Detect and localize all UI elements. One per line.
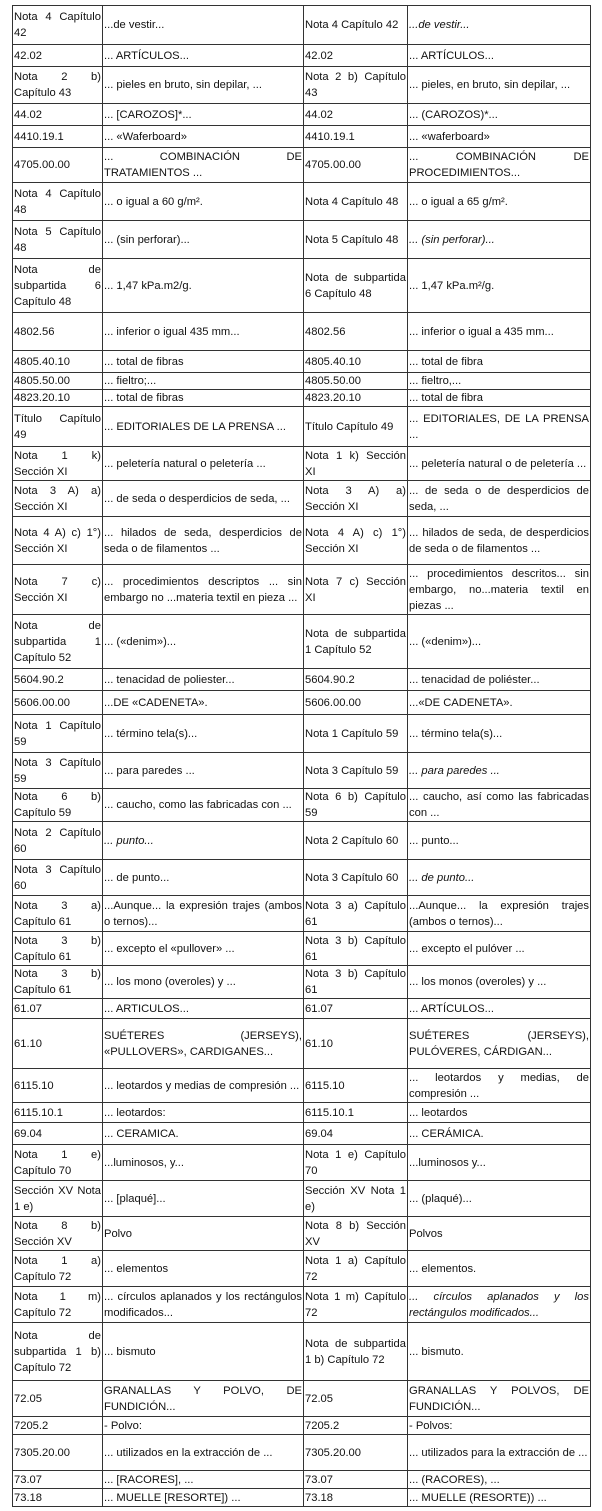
code-cell: 42.02: [13, 45, 103, 67]
text-cell: ... bismuto: [103, 1323, 304, 1381]
text-cell: ... de seda o de desperdicios de seda, ...: [408, 481, 591, 517]
text-cell: ... COMBINACIÓN DE PROCEDIMIENTOS...: [408, 148, 591, 183]
text-cell: - Polvo:: [103, 1417, 304, 1435]
code-cell: Nota de subpartida 6 Capítulo 48: [13, 259, 103, 313]
code-cell: Nota 1 m) Capítulo 72: [304, 1287, 408, 1323]
code-cell: Nota 6 b) Capítulo 59: [13, 789, 103, 822]
text-cell: ... MUELLE [RESORTE]) ...: [103, 1489, 304, 1507]
table-row: [13, 966, 591, 999]
text-cell: ... elementos: [103, 1251, 304, 1287]
code-cell: Nota de subpartida 1 Capítulo 52: [13, 615, 103, 669]
code-cell: 73.07: [304, 1471, 408, 1489]
text-cell: ... para paredes ...: [408, 753, 591, 789]
code-cell: 6115.10: [304, 1069, 408, 1103]
code-cell: 4705.00.00: [304, 148, 408, 183]
table-row: [13, 390, 591, 407]
code-cell: 61.07: [13, 999, 103, 1019]
text-cell: GRANALLAS Y POLVO, DE FUNDICIÓN...: [103, 1381, 304, 1417]
text-cell: SUÉTERES (JERSEYS), PULÓVERES, CÁRDIGAN...: [408, 1019, 591, 1069]
table-row: [13, 1069, 591, 1103]
code-cell: 4805.40.10: [13, 351, 103, 373]
code-cell: 4705.00.00: [13, 148, 103, 183]
code-cell: 4805.40.10: [304, 351, 408, 373]
text-cell: ... caucho, como las fabricadas con ...: [103, 789, 304, 822]
text-cell: ... peletería natural o de peletería ...: [408, 447, 591, 481]
code-cell: 5606.00.00: [304, 691, 408, 715]
text-cell: ... leotardos y medias de compresión ...: [103, 1069, 304, 1103]
table-row: [13, 860, 591, 896]
table-row: [13, 1145, 591, 1181]
table-row: [13, 67, 591, 104]
text-cell: ... EDITORIALES, DE LA PRENSA ...: [408, 407, 591, 447]
text-cell: ... tenacidad de poliester...: [103, 669, 304, 691]
table-row: [13, 148, 591, 183]
table-row: [13, 669, 591, 691]
code-cell: Nota 4 Capítulo 48: [304, 183, 408, 221]
code-cell: 4802.56: [304, 313, 408, 351]
text-cell: ... ARTÍCULOS...: [408, 999, 591, 1019]
code-cell: Nota 4 A) c) 1°) Sección XI: [304, 517, 408, 565]
code-cell: Nota 3 A) a) Sección XI: [304, 481, 408, 517]
code-cell: Nota 3 a) Capítulo 61: [304, 896, 408, 932]
table-row: [13, 447, 591, 481]
comparison-table: [12, 5, 591, 1507]
text-cell: ... inferior o igual a 435 mm...: [408, 313, 591, 351]
table-row: [13, 1489, 591, 1507]
text-cell: Polvo: [103, 1217, 304, 1251]
code-cell: Nota 7 c) Sección XI: [13, 565, 103, 615]
table-row: [13, 6, 591, 45]
table-row: [13, 753, 591, 789]
text-cell: ... leotardos y medias, de compresión ...: [408, 1069, 591, 1103]
text-cell: ... círculos aplanados y los rectángulos modificados...: [103, 1287, 304, 1323]
code-cell: Nota 1 a) Capítulo 72: [13, 1251, 103, 1287]
table-row: [13, 822, 591, 860]
code-cell: 4823.20.10: [304, 390, 408, 407]
code-cell: Título Capítulo 49: [13, 407, 103, 447]
table-row: [13, 407, 591, 447]
text-cell: ... total de fibras: [103, 351, 304, 373]
text-cell: ... procedimientos descritos... sin embargo, no...materia textil en piezas ...: [408, 565, 591, 615]
code-cell: Nota 1 Capítulo 59: [13, 715, 103, 753]
text-cell: ... círculos aplanados y los rectángulos modificados...: [408, 1287, 591, 1323]
code-cell: 73.18: [304, 1489, 408, 1507]
code-cell: Nota 3 A) a) Sección XI: [13, 481, 103, 517]
code-cell: Nota de subpartida 6 Capítulo 48: [304, 259, 408, 313]
table-row: [13, 565, 591, 615]
code-cell: Nota 1 e) Capítulo 70: [304, 1145, 408, 1181]
text-cell: ...de vestir...: [408, 6, 591, 45]
code-cell: Nota de subpartida 1 b) Capítulo 72: [304, 1323, 408, 1381]
code-cell: Nota 3 Capítulo 60: [13, 860, 103, 896]
code-cell: Nota de subpartida 1 Capítulo 52: [304, 615, 408, 669]
text-cell: ... los monos (overoles) y ...: [408, 966, 591, 999]
table-row: [13, 1019, 591, 1069]
code-cell: Sección XV Nota 1 e): [13, 1181, 103, 1217]
code-cell: Nota 8 b) Sección XV: [13, 1217, 103, 1251]
code-cell: 6115.10.1: [13, 1103, 103, 1123]
text-cell: ... (sin perforar)...: [103, 221, 304, 259]
text-cell: ... 1,47 kPa.m²/g.: [408, 259, 591, 313]
table-row: [13, 1323, 591, 1381]
text-cell: GRANALLAS Y POLVOS, DE FUNDICIÓN...: [408, 1381, 591, 1417]
text-cell: ... (sin perforar)...: [408, 221, 591, 259]
table-row: [13, 615, 591, 669]
code-cell: Título Capítulo 49: [304, 407, 408, 447]
text-cell: ... 1,47 kPa.m2/g.: [103, 259, 304, 313]
text-cell: ... total de fibras: [103, 390, 304, 407]
table-row: [13, 517, 591, 565]
code-cell: Nota 4 A) c) 1°) Sección XI: [13, 517, 103, 565]
code-cell: 4410.19.1: [304, 126, 408, 148]
text-cell: ... fieltro,...: [408, 373, 591, 390]
table-row: [13, 1381, 591, 1417]
code-cell: Nota 4 Capítulo 42: [13, 6, 103, 45]
code-cell: 5604.90.2: [304, 669, 408, 691]
code-cell: Nota 7 c) Sección XI: [304, 565, 408, 615]
code-cell: 6115.10: [13, 1069, 103, 1103]
code-cell: Nota 1 a) Capítulo 72: [304, 1251, 408, 1287]
code-cell: Nota 3 b) Capítulo 61: [304, 932, 408, 966]
code-cell: 73.18: [13, 1489, 103, 1507]
code-cell: Nota 1 e) Capítulo 70: [13, 1145, 103, 1181]
table-row: [13, 1251, 591, 1287]
text-cell: ... («denim»)...: [408, 615, 591, 669]
text-cell: SUÉTERES (JERSEYS), «PULLOVERS», CARDIGANES...: [103, 1019, 304, 1069]
text-cell: ...luminosos, y...: [103, 1145, 304, 1181]
text-cell: ... COMBINACIÓN DE TRATAMIENTOS ...: [103, 148, 304, 183]
text-cell: ... pieles, en bruto, sin depilar, ...: [408, 67, 591, 104]
code-cell: Nota 3 b) Capítulo 61: [13, 966, 103, 999]
table-row: [13, 221, 591, 259]
text-cell: ... elementos.: [408, 1251, 591, 1287]
table-row: [13, 373, 591, 390]
text-cell: ... inferior o igual 435 mm...: [103, 313, 304, 351]
code-cell: Nota 8 b) Sección XV: [304, 1217, 408, 1251]
table-row: [13, 1287, 591, 1323]
code-cell: Nota 2 b) Capítulo 43: [304, 67, 408, 104]
table-row: [13, 896, 591, 932]
code-cell: Nota 5 Capítulo 48: [13, 221, 103, 259]
text-cell: ... «Waferboard»: [103, 126, 304, 148]
code-cell: Nota 1 k) Sección XI: [304, 447, 408, 481]
code-cell: Nota 4 Capítulo 42: [304, 6, 408, 45]
code-cell: 4802.56: [13, 313, 103, 351]
text-cell: ... excepto el pulóver ...: [408, 932, 591, 966]
code-cell: 42.02: [304, 45, 408, 67]
code-cell: Nota de subpartida 1 b) Capítulo 72: [13, 1323, 103, 1381]
code-cell: Nota 2 b) Capítulo 43: [13, 67, 103, 104]
text-cell: ... («denim»)...: [103, 615, 304, 669]
text-cell: ... tenacidad de poliéster...: [408, 669, 591, 691]
code-cell: Sección XV Nota 1 e): [304, 1181, 408, 1217]
table-row: [13, 104, 591, 126]
text-cell: ... los mono (overoles) y ...: [103, 966, 304, 999]
code-cell: Nota 3 Capítulo 59: [13, 753, 103, 789]
code-cell: 73.07: [13, 1471, 103, 1489]
text-cell: ... caucho, así como las fabricadas con ...: [408, 789, 591, 822]
text-cell: ...Aunque... la expresión trajes (ambos o ternos)...: [408, 896, 591, 932]
table-row: [13, 691, 591, 715]
text-cell: ... utilizados en la extracción de ...: [103, 1435, 304, 1471]
text-cell: ... [RACORES], ...: [103, 1471, 304, 1489]
text-cell: ... punto...: [103, 822, 304, 860]
text-cell: ... hilados de seda, desperdicios de seda o de filamentos ...: [103, 517, 304, 565]
code-cell: Nota 6 b) Capítulo 59: [304, 789, 408, 822]
text-cell: ...de vestir...: [103, 6, 304, 45]
text-cell: ... fieltro;...: [103, 373, 304, 390]
text-cell: ... de punto...: [408, 860, 591, 896]
text-cell: ... procedimientos descriptos ... sin embargo no ...materia textil en pieza ...: [103, 565, 304, 615]
text-cell: ... total de fibra: [408, 390, 591, 407]
table-row: [13, 715, 591, 753]
code-cell: 6115.10.1: [304, 1103, 408, 1123]
code-cell: Nota 3 b) Capítulo 61: [13, 932, 103, 966]
code-cell: 61.10: [13, 1019, 103, 1069]
text-cell: ... EDITORIALES DE LA PRENSA ...: [103, 407, 304, 447]
code-cell: Nota 3 a) Capítulo 61: [13, 896, 103, 932]
code-cell: Nota 3 b) Capítulo 61: [304, 966, 408, 999]
code-cell: Nota 4 Capítulo 48: [13, 183, 103, 221]
table-row: [13, 789, 591, 822]
table-row: [13, 481, 591, 517]
text-cell: ... utilizados para la extracción de ...: [408, 1435, 591, 1471]
text-cell: ... CERÁMICA.: [408, 1123, 591, 1145]
code-cell: 5606.00.00: [13, 691, 103, 715]
code-cell: 44.02: [304, 104, 408, 126]
text-cell: ... pieles en bruto, sin depilar, ...: [103, 67, 304, 104]
table-row: [13, 126, 591, 148]
text-cell: Polvos: [408, 1217, 591, 1251]
text-cell: ... (CAROZOS)*...: [408, 104, 591, 126]
code-cell: 69.04: [13, 1123, 103, 1145]
text-cell: ... (plaqué)...: [408, 1181, 591, 1217]
code-cell: 4805.50.00: [304, 373, 408, 390]
code-cell: Nota 5 Capítulo 48: [304, 221, 408, 259]
code-cell: Nota 1 k) Sección XI: [13, 447, 103, 481]
text-cell: ... (RACORES), ...: [408, 1471, 591, 1489]
text-cell: ... ARTICULOS...: [103, 999, 304, 1019]
text-cell: ... bismuto.: [408, 1323, 591, 1381]
code-cell: 44.02: [13, 104, 103, 126]
code-cell: 61.07: [304, 999, 408, 1019]
text-cell: ... punto...: [408, 822, 591, 860]
code-cell: 4823.20.10: [13, 390, 103, 407]
code-cell: 4805.50.00: [13, 373, 103, 390]
table-row: [13, 45, 591, 67]
text-cell: ...DE «CADENETA».: [103, 691, 304, 715]
text-cell: ...luminosos y...: [408, 1145, 591, 1181]
text-cell: ... peletería natural o peletería ...: [103, 447, 304, 481]
table-row: [13, 1471, 591, 1489]
text-cell: ... de punto...: [103, 860, 304, 896]
text-cell: ... «waferboard»: [408, 126, 591, 148]
code-cell: 4410.19.1: [13, 126, 103, 148]
code-cell: 72.05: [13, 1381, 103, 1417]
code-cell: Nota 3 Capítulo 59: [304, 753, 408, 789]
table-row: [13, 183, 591, 221]
text-cell: ... o igual a 65 g/m².: [408, 183, 591, 221]
table-row: [13, 313, 591, 351]
code-cell: 5604.90.2: [13, 669, 103, 691]
code-cell: Nota 1 Capítulo 59: [304, 715, 408, 753]
text-cell: ... total de fibra: [408, 351, 591, 373]
text-cell: ... para paredes ...: [103, 753, 304, 789]
table-row: [13, 259, 591, 313]
code-cell: Nota 2 Capítulo 60: [13, 822, 103, 860]
text-cell: ... ARTÍCULOS...: [408, 45, 591, 67]
code-cell: 61.10: [304, 1019, 408, 1069]
text-cell: - Polvos:: [408, 1417, 591, 1435]
text-cell: ... CERAMICA.: [103, 1123, 304, 1145]
text-cell: ...Aunque... la expresión trajes (ambos o ternos)...: [103, 896, 304, 932]
table-row: [13, 351, 591, 373]
code-cell: 72.05: [304, 1381, 408, 1417]
text-cell: ... leotardos: [408, 1103, 591, 1123]
text-cell: ... ARTÍCULOS...: [103, 45, 304, 67]
code-cell: 7205.2: [13, 1417, 103, 1435]
text-cell: ... [CAROZOS]*...: [103, 104, 304, 126]
table-row: [13, 1217, 591, 1251]
code-cell: 7305.20.00: [304, 1435, 408, 1471]
text-cell: ... [plaqué]...: [103, 1181, 304, 1217]
code-cell: Nota 1 m) Capítulo 72: [13, 1287, 103, 1323]
table-row: [13, 1123, 591, 1145]
code-cell: 69.04: [304, 1123, 408, 1145]
text-cell: ... o igual a 60 g/m².: [103, 183, 304, 221]
code-cell: Nota 3 Capítulo 60: [304, 860, 408, 896]
code-cell: 7205.2: [304, 1417, 408, 1435]
text-cell: ... de seda o desperdicios de seda, ...: [103, 481, 304, 517]
text-cell: ...«DE CADENETA».: [408, 691, 591, 715]
code-cell: Nota 2 Capítulo 60: [304, 822, 408, 860]
text-cell: ... excepto el «pullover» ...: [103, 932, 304, 966]
table-row: [13, 1103, 591, 1123]
table-row: [13, 1181, 591, 1217]
text-cell: ... hilados de seda, de desperdicios de seda o de filamentos ...: [408, 517, 591, 565]
code-cell: 7305.20.00: [13, 1435, 103, 1471]
text-cell: ... MUELLE (RESORTE)) ...: [408, 1489, 591, 1507]
table-row: [13, 999, 591, 1019]
text-cell: ... término tela(s)...: [103, 715, 304, 753]
text-cell: ... leotardos:: [103, 1103, 304, 1123]
text-cell: ... término tela(s)...: [408, 715, 591, 753]
table-row: [13, 1435, 591, 1471]
table-row: [13, 932, 591, 966]
table-row: [13, 1417, 591, 1435]
